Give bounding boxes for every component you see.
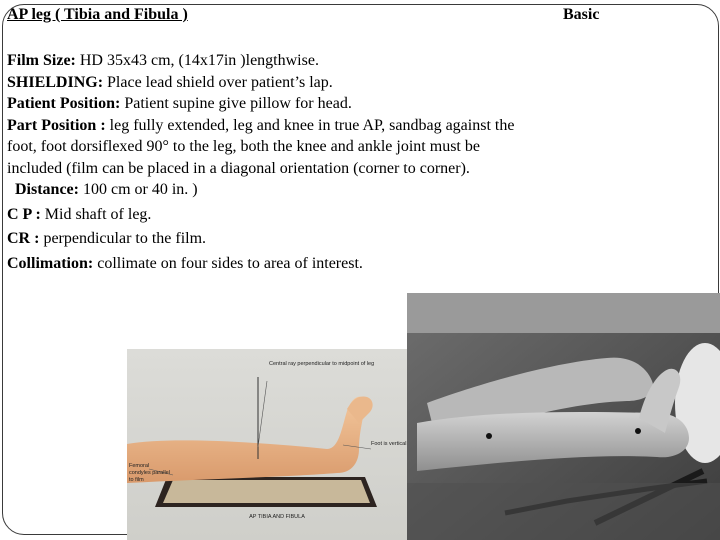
bw-wall: [407, 293, 720, 333]
part-position-label: Part Position :: [7, 116, 106, 134]
film-surface: [163, 480, 370, 503]
part-position-line: [7, 115, 527, 180]
film-size-value: HD 35x43 cm, (14x17in )lengthwise.: [75, 52, 319, 69]
collimation-line: [7, 253, 527, 275]
cr-label: CR :: [7, 230, 40, 247]
ap-leg-positioning-photo: [127, 349, 411, 540]
collimation-value: collimate on four sides to area of interest.: [93, 254, 363, 272]
film-size-line: [7, 50, 527, 72]
callout-foot: Foot is vertical: [371, 441, 407, 447]
collimation-label: Collimation:: [7, 254, 94, 272]
shielding-label: SHIELDING:: [7, 73, 104, 91]
cp-line: [7, 204, 527, 226]
bw-table: [407, 483, 720, 540]
patient-position-value: Patient supine give pillow for head.: [120, 95, 352, 112]
patient-position-line: [7, 93, 527, 115]
distance-value: 100 cm or 40 in. ): [78, 181, 198, 198]
cr-line: [7, 228, 527, 250]
slide-title: AP leg ( Tibia and Fibula ): [7, 6, 188, 23]
callout-central-ray: Central ray perpendicular to midpoint of leg: [269, 361, 375, 367]
distance-line: [7, 179, 527, 201]
cr-value: perpendicular to the film.: [39, 230, 207, 247]
shielding-value: Place lead shield over patient’s lap.: [103, 73, 333, 91]
film-size-label: Film Size:: [7, 52, 76, 69]
photo-caption: AP TIBIA AND FIBULA: [249, 514, 305, 520]
callout-femoral: Femoral condyles parallel to film: [129, 463, 170, 483]
patient-position-label: Patient Position:: [7, 95, 121, 112]
ap-leg-bw-photo: [407, 293, 720, 540]
distance-label: Distance:: [15, 181, 79, 198]
level-tag: Basic: [563, 6, 600, 23]
bw-marker-ankle: [635, 428, 641, 434]
shielding-line: [7, 72, 527, 94]
part-position-value: leg fully extended, leg and knee in true AP, sandbag against the foot, foot dorsiflexed 90° to the leg, both the knee and ankle joint must be included (film can be placed in a diagonal orientation (corner to corner).: [7, 116, 515, 177]
procedure-text: [7, 50, 527, 274]
bw-marker-knee: [486, 433, 492, 439]
cp-value: Mid shaft of leg.: [40, 205, 152, 223]
cp-label: C P :: [7, 205, 41, 223]
